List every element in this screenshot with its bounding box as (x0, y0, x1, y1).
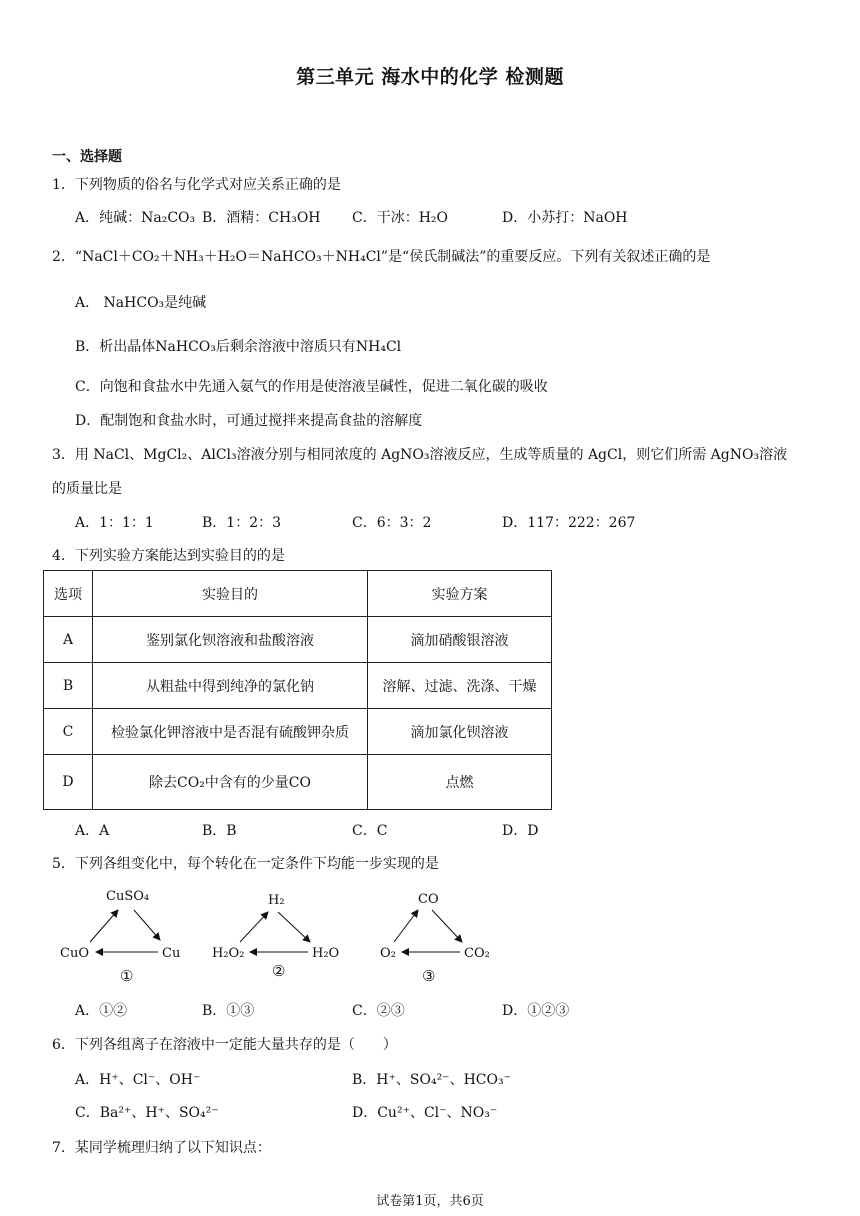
diagram-2-label: ② (272, 962, 286, 980)
diagram-1-label: ① (120, 967, 134, 985)
diagram-1 (60, 889, 180, 985)
table-row (44, 755, 552, 810)
question-7-stem: 7．某同学梳理归纳了以下知识点： (52, 1140, 271, 1156)
diagram-3-left: O₂ (380, 946, 396, 961)
table-cell: 滴加硝酸银溶液 (368, 617, 552, 663)
option-d: D．Cu²⁺、Cl⁻、NO₃⁻ (352, 1105, 498, 1121)
conversion-diagrams (50, 880, 510, 990)
question-3-stem-line2: 的质量比是 (52, 481, 122, 497)
section-heading: 一、选择题 (52, 149, 122, 165)
question-4-stem: 4．下列实验方案能达到实验目的的是 (52, 548, 285, 564)
table-row (44, 709, 552, 755)
option-a: A．①② (75, 1003, 128, 1019)
table-cell: 鉴别氯化钡溶液和盐酸溶液 (93, 617, 368, 663)
diagram-3-top: CO (418, 892, 439, 907)
option-a: A． NaHCO₃是纯碱 (75, 295, 207, 311)
option-a: A．纯碱：Na₂CO₃ (75, 210, 196, 226)
diagram-2-left: H₂O₂ (212, 946, 245, 961)
diagram-3 (380, 892, 490, 985)
option-d: D．D (502, 823, 539, 839)
table-cell: 溶解、过滤、洗涤、干燥 (368, 663, 552, 709)
table-cell: 点燃 (368, 755, 552, 810)
table-cell: B (44, 663, 93, 709)
option-c: C．向饱和食盐水中先通入氨气的作用是使溶液呈碱性，促进二氧化碳的吸收 (75, 379, 548, 395)
page-title: 第三单元 海水中的化学 检测题 (296, 66, 564, 88)
diagram-3-right: CO₂ (464, 946, 490, 961)
diagram-2 (212, 893, 339, 980)
option-c: C．干冰：H₂O (352, 210, 449, 226)
table-cell: 检验氯化钾溶液中是否混有硫酸钾杂质 (93, 709, 368, 755)
option-b: B．H⁺、SO₄²⁻、HCO₃⁻ (352, 1072, 511, 1088)
option-d: D．小苏打：NaOH (502, 210, 628, 226)
diagram-2-right: H₂O (312, 946, 340, 961)
table-cell: C (44, 709, 93, 755)
table-header: 选项 (44, 571, 93, 617)
diagram-1-top: CuSO₄ (106, 889, 150, 904)
experiment-table (43, 570, 552, 810)
table-header-row (44, 571, 552, 617)
table-row (44, 663, 552, 709)
option-b: B．B (202, 823, 237, 839)
option-d: D．①②③ (502, 1003, 570, 1019)
diagram-1-right: Cu (162, 946, 181, 961)
question-6-stem: 6．下列各组离子在溶液中一定能大量共存的是（ ） (52, 1037, 397, 1053)
option-c: C．C (352, 823, 388, 839)
option-c: C．6：3：2 (352, 515, 432, 531)
page-footer: 试卷第1页，共6页 (376, 1194, 484, 1209)
table-cell: A (44, 617, 93, 663)
option-a: A．1：1：1 (75, 515, 154, 531)
diagram-1-left: CuO (60, 946, 89, 961)
question-5-stem: 5．下列各组变化中，每个转化在一定条件下均能一步实现的是 (52, 856, 439, 872)
table-header: 实验目的 (93, 571, 368, 617)
option-b: B．酒精：CH₃OH (202, 210, 321, 226)
table-cell: 滴加氯化钡溶液 (368, 709, 552, 755)
table-header: 实验方案 (368, 571, 552, 617)
option-b: B．1：2：3 (202, 515, 282, 531)
option-c: C．②③ (352, 1003, 405, 1019)
option-d: D．配制饱和食盐水时，可通过搅拌来提高食盐的溶解度 (75, 413, 423, 429)
option-a: A．A (75, 823, 110, 839)
table-cell: 除去CO₂中含有的少量CO (93, 755, 368, 810)
table-cell: 从粗盐中得到纯净的氯化钠 (93, 663, 368, 709)
option-a: A．H⁺、Cl⁻、OH⁻ (75, 1072, 201, 1088)
option-d: D．117：222：267 (502, 515, 636, 531)
option-b: B．析出晶体NaHCO₃后剩余溶液中溶质只有NH₄Cl (75, 339, 402, 355)
option-b: B．①③ (202, 1003, 255, 1019)
table-row (44, 617, 552, 663)
diagram-2-top: H₂ (268, 893, 285, 908)
option-c: C．Ba²⁺、H⁺、SO₄²⁻ (75, 1105, 219, 1121)
table-cell: D (44, 755, 93, 810)
diagram-3-label: ③ (422, 967, 436, 985)
question-3-stem-line1: 3．用 NaCl、MgCl₂、AlCl₃溶液分别与相同浓度的 AgNO₃溶液反应，生成等质量的 AgCl，则它们所需 AgNO₃溶液 (52, 447, 788, 463)
question-1-stem: 1．下列物质的俗名与化学式对应关系正确的是 (52, 177, 341, 193)
question-2-stem: 2．“NaCl＋CO₂＋NH₃＋H₂O＝NaHCO₃＋NH₄Cl”是“侯氏制碱法”的重要反应。下列有关叙述正确的是 (52, 249, 711, 265)
